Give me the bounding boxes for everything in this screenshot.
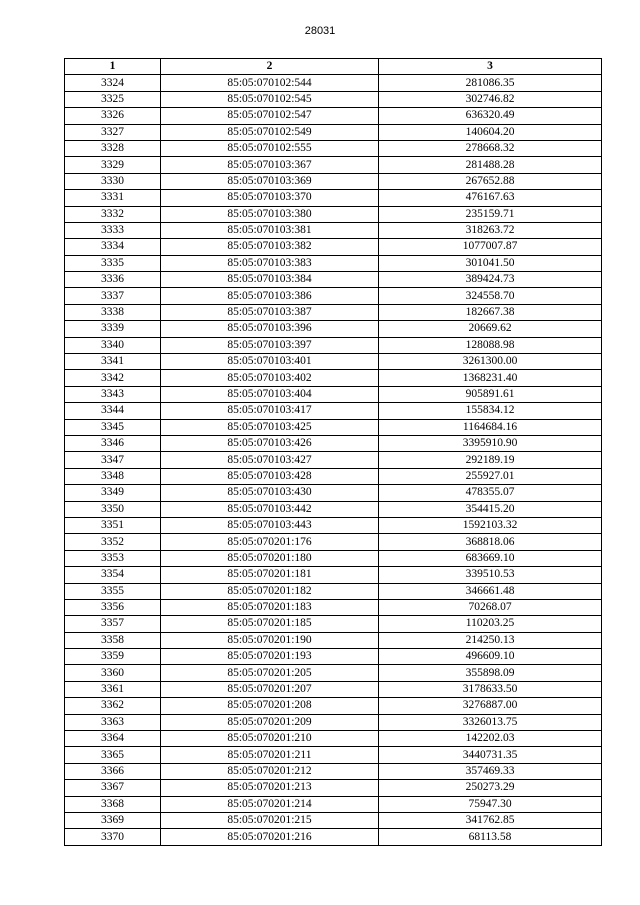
cadastral-number-cell: 85:05:070103:367 xyxy=(161,157,379,173)
row-number-cell: 3367 xyxy=(65,780,161,796)
row-number-cell: 3330 xyxy=(65,173,161,189)
value-cell: 339510.53 xyxy=(379,567,602,583)
cadastral-number-cell: 85:05:070102:555 xyxy=(161,140,379,156)
cadastral-number-cell: 85:05:070103:381 xyxy=(161,222,379,238)
row-number-cell: 3350 xyxy=(65,501,161,517)
value-cell: 278668.32 xyxy=(379,140,602,156)
cadastral-number-cell: 85:05:070201:216 xyxy=(161,829,379,845)
value-cell: 281086.35 xyxy=(379,75,602,91)
cadastral-number-cell: 85:05:070103:417 xyxy=(161,403,379,419)
cadastral-number-cell: 85:05:070103:404 xyxy=(161,386,379,402)
column-header-1: 1 xyxy=(65,59,161,75)
value-cell: 357469.33 xyxy=(379,763,602,779)
cadastral-number-cell: 85:05:070103:430 xyxy=(161,485,379,501)
row-number-cell: 3346 xyxy=(65,435,161,451)
cadastral-number-cell: 85:05:070103:383 xyxy=(161,255,379,271)
table-row xyxy=(65,255,602,271)
table-row xyxy=(65,698,602,714)
table-row xyxy=(65,796,602,812)
value-cell: 1592103.32 xyxy=(379,517,602,533)
value-cell: 476167.63 xyxy=(379,190,602,206)
value-cell: 3261300.00 xyxy=(379,354,602,370)
row-number-cell: 3364 xyxy=(65,731,161,747)
row-number-cell: 3347 xyxy=(65,452,161,468)
row-number-cell: 3359 xyxy=(65,649,161,665)
value-cell: 155834.12 xyxy=(379,403,602,419)
table-row xyxy=(65,501,602,517)
row-number-cell: 3329 xyxy=(65,157,161,173)
cadastral-number-cell: 85:05:070103:401 xyxy=(161,354,379,370)
row-number-cell: 3337 xyxy=(65,288,161,304)
value-cell: 182667.38 xyxy=(379,304,602,320)
row-number-cell: 3342 xyxy=(65,370,161,386)
row-number-cell: 3345 xyxy=(65,419,161,435)
row-number-cell: 3361 xyxy=(65,681,161,697)
value-cell: 68113.58 xyxy=(379,829,602,845)
table-row xyxy=(65,517,602,533)
cadastral-number-cell: 85:05:070201:193 xyxy=(161,649,379,665)
value-cell: 3395910.90 xyxy=(379,435,602,451)
row-number-cell: 3369 xyxy=(65,812,161,828)
table-row xyxy=(65,435,602,451)
table-row xyxy=(65,763,602,779)
row-number-cell: 3333 xyxy=(65,222,161,238)
row-number-cell: 3327 xyxy=(65,124,161,140)
table-row xyxy=(65,681,602,697)
value-cell: 75947.30 xyxy=(379,796,602,812)
row-number-cell: 3324 xyxy=(65,75,161,91)
cadastral-number-cell: 85:05:070103:396 xyxy=(161,321,379,337)
row-number-cell: 3353 xyxy=(65,550,161,566)
value-cell: 346661.48 xyxy=(379,583,602,599)
row-number-cell: 3354 xyxy=(65,567,161,583)
cadastral-number-cell: 85:05:070201:214 xyxy=(161,796,379,812)
value-cell: 301041.50 xyxy=(379,255,602,271)
table-row xyxy=(65,599,602,615)
value-cell: 142202.03 xyxy=(379,731,602,747)
cadastral-number-cell: 85:05:070201:207 xyxy=(161,681,379,697)
page-number: 28031 xyxy=(304,25,336,37)
row-number-cell: 3356 xyxy=(65,599,161,615)
value-cell: 3326013.75 xyxy=(379,714,602,730)
data-table xyxy=(64,58,602,846)
table-row xyxy=(65,124,602,140)
table-row xyxy=(65,75,602,91)
table-row xyxy=(65,632,602,648)
cadastral-number-cell: 85:05:070102:544 xyxy=(161,75,379,91)
table-row xyxy=(65,452,602,468)
cadastral-number-cell: 85:05:070103:384 xyxy=(161,272,379,288)
value-cell: 368818.06 xyxy=(379,534,602,550)
table-row xyxy=(65,190,602,206)
table-row xyxy=(65,649,602,665)
row-number-cell: 3370 xyxy=(65,829,161,845)
row-number-cell: 3365 xyxy=(65,747,161,763)
cadastral-number-cell: 85:05:070201:210 xyxy=(161,731,379,747)
cadastral-number-cell: 85:05:070201:181 xyxy=(161,567,379,583)
table-row xyxy=(65,288,602,304)
row-number-cell: 3340 xyxy=(65,337,161,353)
row-number-cell: 3362 xyxy=(65,698,161,714)
cadastral-number-cell: 85:05:070103:382 xyxy=(161,239,379,255)
cadastral-number-cell: 85:05:070201:211 xyxy=(161,747,379,763)
table-row xyxy=(65,173,602,189)
value-cell: 478355.07 xyxy=(379,485,602,501)
cadastral-number-cell: 85:05:070103:397 xyxy=(161,337,379,353)
value-cell: 389424.73 xyxy=(379,272,602,288)
cadastral-number-cell: 85:05:070201:190 xyxy=(161,632,379,648)
value-cell: 905891.61 xyxy=(379,386,602,402)
table-row xyxy=(65,534,602,550)
value-cell: 355898.09 xyxy=(379,665,602,681)
value-cell: 292189.19 xyxy=(379,452,602,468)
value-cell: 3440731.35 xyxy=(379,747,602,763)
value-cell: 255927.01 xyxy=(379,468,602,484)
value-cell: 281488.28 xyxy=(379,157,602,173)
row-number-cell: 3366 xyxy=(65,763,161,779)
table-header-row xyxy=(65,59,602,75)
table-row xyxy=(65,780,602,796)
row-number-cell: 3343 xyxy=(65,386,161,402)
row-number-cell: 3328 xyxy=(65,140,161,156)
table-row xyxy=(65,616,602,632)
table-row xyxy=(65,354,602,370)
table-row xyxy=(65,665,602,681)
row-number-cell: 3335 xyxy=(65,255,161,271)
value-cell: 20669.62 xyxy=(379,321,602,337)
table-row xyxy=(65,468,602,484)
row-number-cell: 3360 xyxy=(65,665,161,681)
value-cell: 1077007.87 xyxy=(379,239,602,255)
value-cell: 128088.98 xyxy=(379,337,602,353)
value-cell: 235159.71 xyxy=(379,206,602,222)
table-body xyxy=(65,75,602,845)
row-number-cell: 3352 xyxy=(65,534,161,550)
cadastral-number-cell: 85:05:070201:183 xyxy=(161,599,379,615)
row-number-cell: 3358 xyxy=(65,632,161,648)
value-cell: 1368231.40 xyxy=(379,370,602,386)
row-number-cell: 3326 xyxy=(65,108,161,124)
cadastral-number-cell: 85:05:070201:176 xyxy=(161,534,379,550)
value-cell: 341762.85 xyxy=(379,812,602,828)
row-number-cell: 3339 xyxy=(65,321,161,337)
row-number-cell: 3341 xyxy=(65,354,161,370)
value-cell: 110203.25 xyxy=(379,616,602,632)
row-number-cell: 3344 xyxy=(65,403,161,419)
value-cell: 1164684.16 xyxy=(379,419,602,435)
table-row xyxy=(65,829,602,845)
table-row xyxy=(65,583,602,599)
value-cell: 3276887.00 xyxy=(379,698,602,714)
table-row xyxy=(65,419,602,435)
table-row xyxy=(65,485,602,501)
row-number-cell: 3357 xyxy=(65,616,161,632)
cadastral-number-cell: 85:05:070102:547 xyxy=(161,108,379,124)
row-number-cell: 3349 xyxy=(65,485,161,501)
cadastral-number-cell: 85:05:070103:387 xyxy=(161,304,379,320)
cadastral-number-cell: 85:05:070201:213 xyxy=(161,780,379,796)
table-row xyxy=(65,403,602,419)
row-number-cell: 3331 xyxy=(65,190,161,206)
table-row xyxy=(65,812,602,828)
cadastral-number-cell: 85:05:070102:549 xyxy=(161,124,379,140)
table-row xyxy=(65,108,602,124)
value-cell: 636320.49 xyxy=(379,108,602,124)
cadastral-number-cell: 85:05:070201:209 xyxy=(161,714,379,730)
table-row xyxy=(65,91,602,107)
cadastral-number-cell: 85:05:070201:205 xyxy=(161,665,379,681)
value-cell: 214250.13 xyxy=(379,632,602,648)
value-cell: 318263.72 xyxy=(379,222,602,238)
table-row xyxy=(65,567,602,583)
row-number-cell: 3336 xyxy=(65,272,161,288)
value-cell: 683669.10 xyxy=(379,550,602,566)
cadastral-number-cell: 85:05:070103:442 xyxy=(161,501,379,517)
column-header-3: 3 xyxy=(379,59,602,75)
cadastral-number-cell: 85:05:070102:545 xyxy=(161,91,379,107)
cadastral-number-cell: 85:05:070103:428 xyxy=(161,468,379,484)
value-cell: 70268.07 xyxy=(379,599,602,615)
table-row xyxy=(65,157,602,173)
cadastral-number-cell: 85:05:070201:215 xyxy=(161,812,379,828)
value-cell: 250273.29 xyxy=(379,780,602,796)
cadastral-number-cell: 85:05:070201:208 xyxy=(161,698,379,714)
table-row xyxy=(65,304,602,320)
column-header-2: 2 xyxy=(161,59,379,75)
cadastral-number-cell: 85:05:070103:402 xyxy=(161,370,379,386)
row-number-cell: 3325 xyxy=(65,91,161,107)
row-number-cell: 3348 xyxy=(65,468,161,484)
table-row xyxy=(65,386,602,402)
table-row xyxy=(65,550,602,566)
row-number-cell: 3338 xyxy=(65,304,161,320)
row-number-cell: 3363 xyxy=(65,714,161,730)
cadastral-number-cell: 85:05:070103:386 xyxy=(161,288,379,304)
table-row xyxy=(65,714,602,730)
cadastral-number-cell: 85:05:070103:370 xyxy=(161,190,379,206)
table-row xyxy=(65,222,602,238)
value-cell: 140604.20 xyxy=(379,124,602,140)
table-row xyxy=(65,370,602,386)
table-row xyxy=(65,239,602,255)
table-row xyxy=(65,731,602,747)
row-number-cell: 3355 xyxy=(65,583,161,599)
cadastral-number-cell: 85:05:070201:182 xyxy=(161,583,379,599)
row-number-cell: 3368 xyxy=(65,796,161,812)
cadastral-number-cell: 85:05:070103:443 xyxy=(161,517,379,533)
value-cell: 324558.70 xyxy=(379,288,602,304)
value-cell: 354415.20 xyxy=(379,501,602,517)
table-row xyxy=(65,321,602,337)
table-row xyxy=(65,337,602,353)
cadastral-number-cell: 85:05:070103:426 xyxy=(161,435,379,451)
cadastral-number-cell: 85:05:070201:212 xyxy=(161,763,379,779)
cadastral-number-cell: 85:05:070201:185 xyxy=(161,616,379,632)
cadastral-number-cell: 85:05:070103:369 xyxy=(161,173,379,189)
cadastral-number-cell: 85:05:070201:180 xyxy=(161,550,379,566)
cadastral-number-cell: 85:05:070103:380 xyxy=(161,206,379,222)
row-number-cell: 3351 xyxy=(65,517,161,533)
table-row xyxy=(65,747,602,763)
table-row xyxy=(65,272,602,288)
cadastral-number-cell: 85:05:070103:427 xyxy=(161,452,379,468)
table-row xyxy=(65,140,602,156)
value-cell: 496609.10 xyxy=(379,649,602,665)
table-row xyxy=(65,206,602,222)
value-cell: 302746.82 xyxy=(379,91,602,107)
row-number-cell: 3332 xyxy=(65,206,161,222)
value-cell: 267652.88 xyxy=(379,173,602,189)
row-number-cell: 3334 xyxy=(65,239,161,255)
cadastral-number-cell: 85:05:070103:425 xyxy=(161,419,379,435)
value-cell: 3178633.50 xyxy=(379,681,602,697)
